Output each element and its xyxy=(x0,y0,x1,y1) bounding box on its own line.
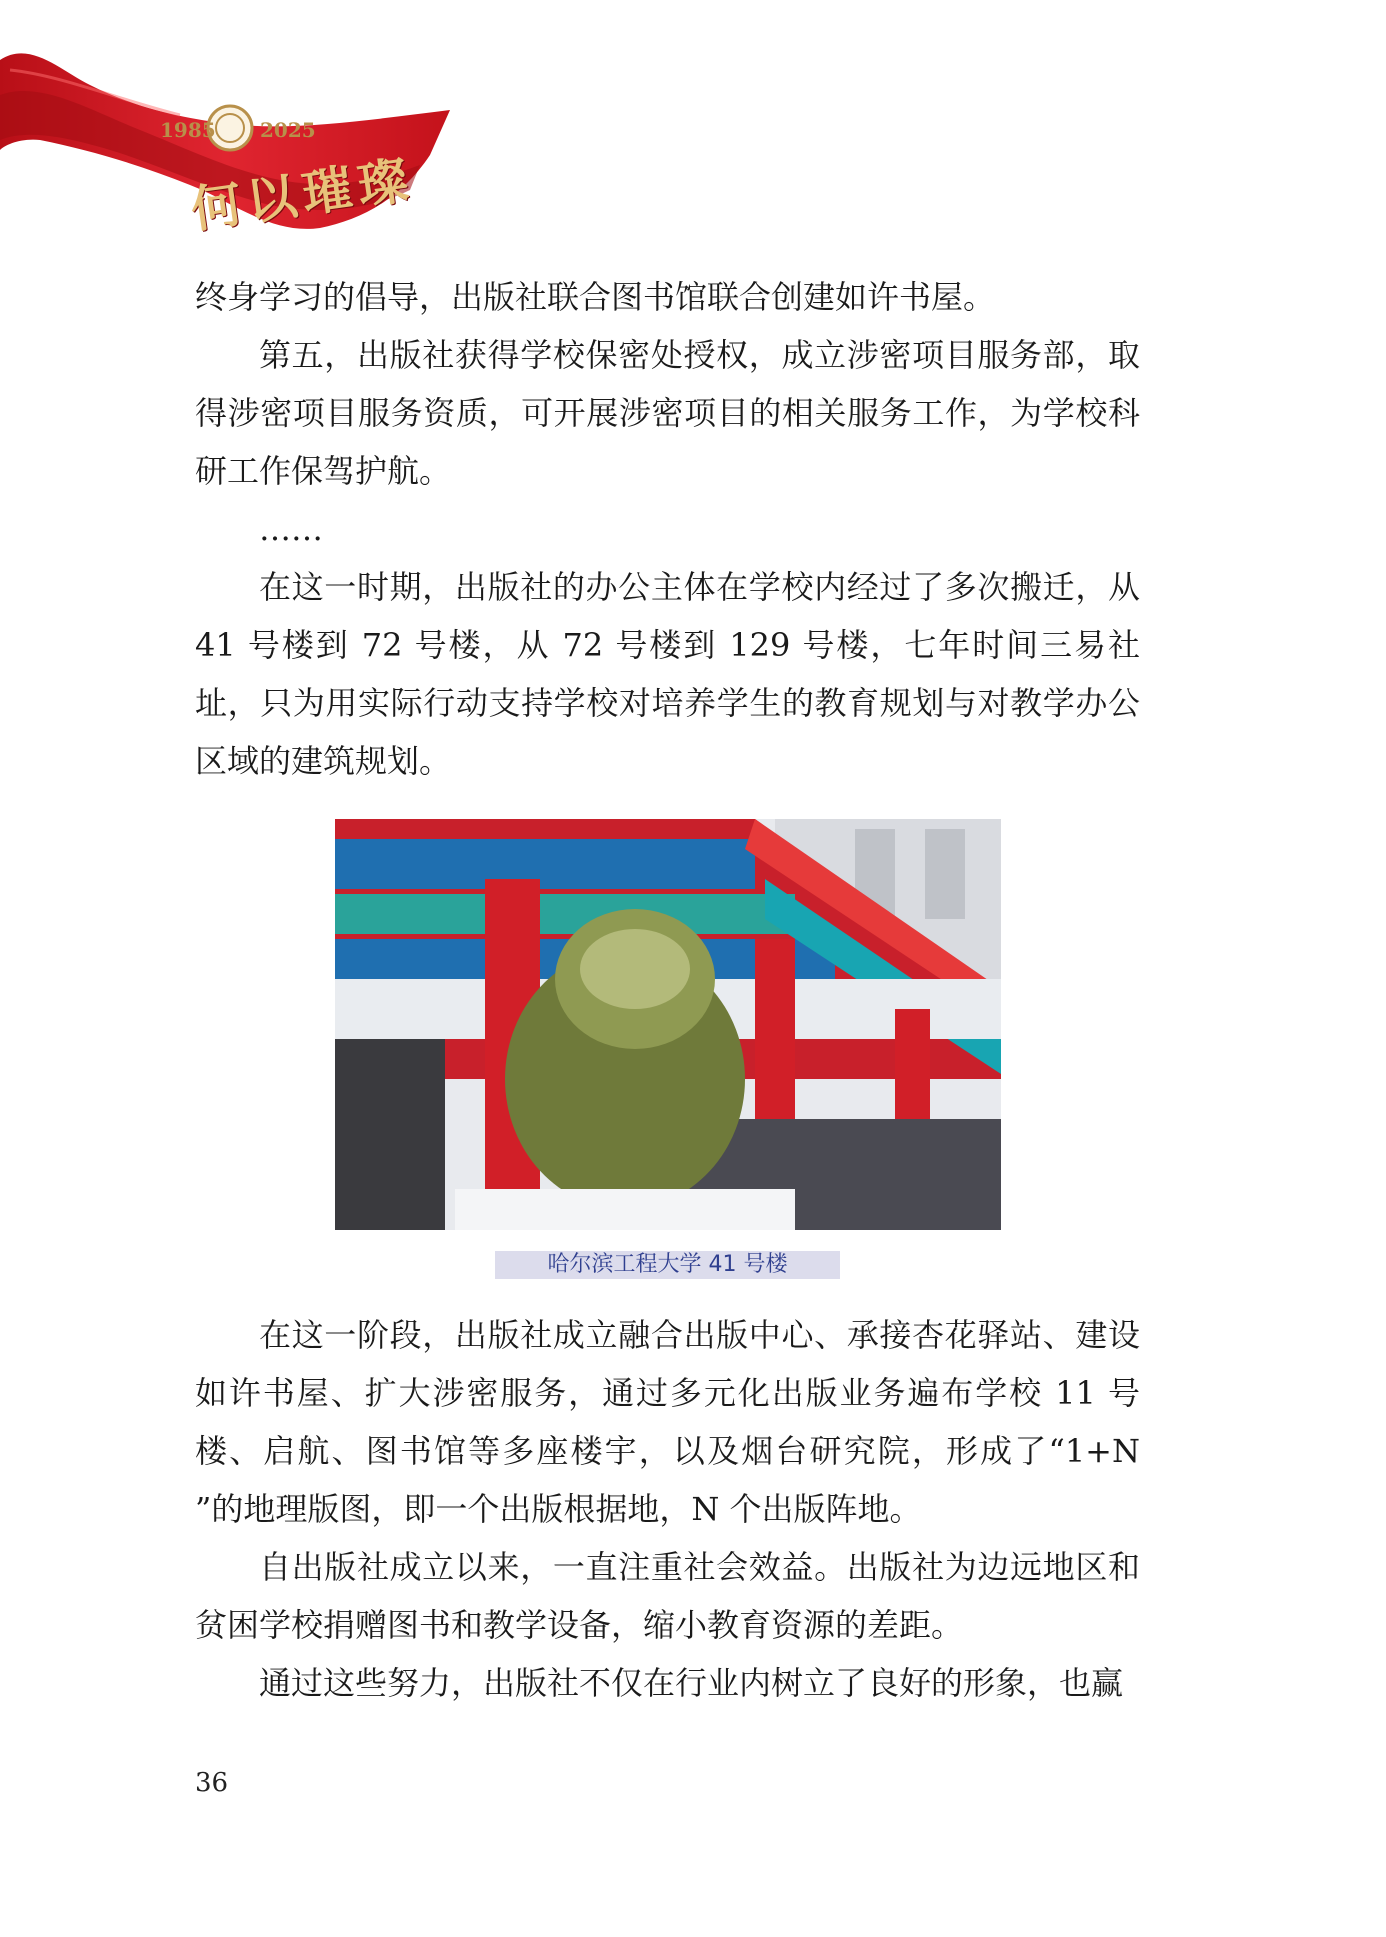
paragraph: 第五，出版社获得学校保密处授权，成立涉密项目服务部，取得涉密项目服务资质，可开展涉密项目的相关服务工作，为学校科研工作保驾护航。 xyxy=(195,336,1140,490)
paragraph: 终身学习的倡导，出版社联合图书馆联合创建如许书屋。 xyxy=(195,278,996,316)
photo-caption: 哈尔滨工程大学 41 号楼 xyxy=(495,1251,840,1279)
building-photo xyxy=(335,819,1001,1230)
page-number: 36 xyxy=(195,1768,229,1798)
paragraph: 在这一时期，出版社的办公主体在学校内经过了多次搬迁，从41 号楼到 72 号楼，从 72 号楼到 129 号楼，七年时间三易社址，只为用实际行动支持学校对培养学生的教育规划与对教学办公区域的建筑规划。 xyxy=(195,568,1140,780)
calligraphy-title: 何以璀璨 xyxy=(187,149,418,240)
body-text-bottom xyxy=(195,1306,1140,1712)
ellipsis: …… xyxy=(259,510,323,548)
paragraph: 在这一阶段，出版社成立融合出版中心、承接杏花驿站、建设如许书屋、扩大涉密服务，通过多元化出版业务遍布学校 11 号楼、启航、图书馆等多座楼宇，以及烟台研究院，形成了“1+N ”的地理版图，即一个出版根据地，N 个出版阵地。 xyxy=(195,1316,1140,1528)
header-emblem xyxy=(0,0,470,250)
paragraph: 通过这些努力，出版社不仅在行业内树立了良好的形象，也赢 xyxy=(259,1664,1124,1702)
body-text-top xyxy=(195,268,1140,790)
year-end: 2025 xyxy=(260,118,316,142)
year-start: 1985 xyxy=(160,118,216,142)
paragraph: 自出版社成立以来，一直注重社会效益。出版社为边远地区和贫困学校捐赠图书和教学设备，缩小教育资源的差距。 xyxy=(195,1548,1140,1644)
